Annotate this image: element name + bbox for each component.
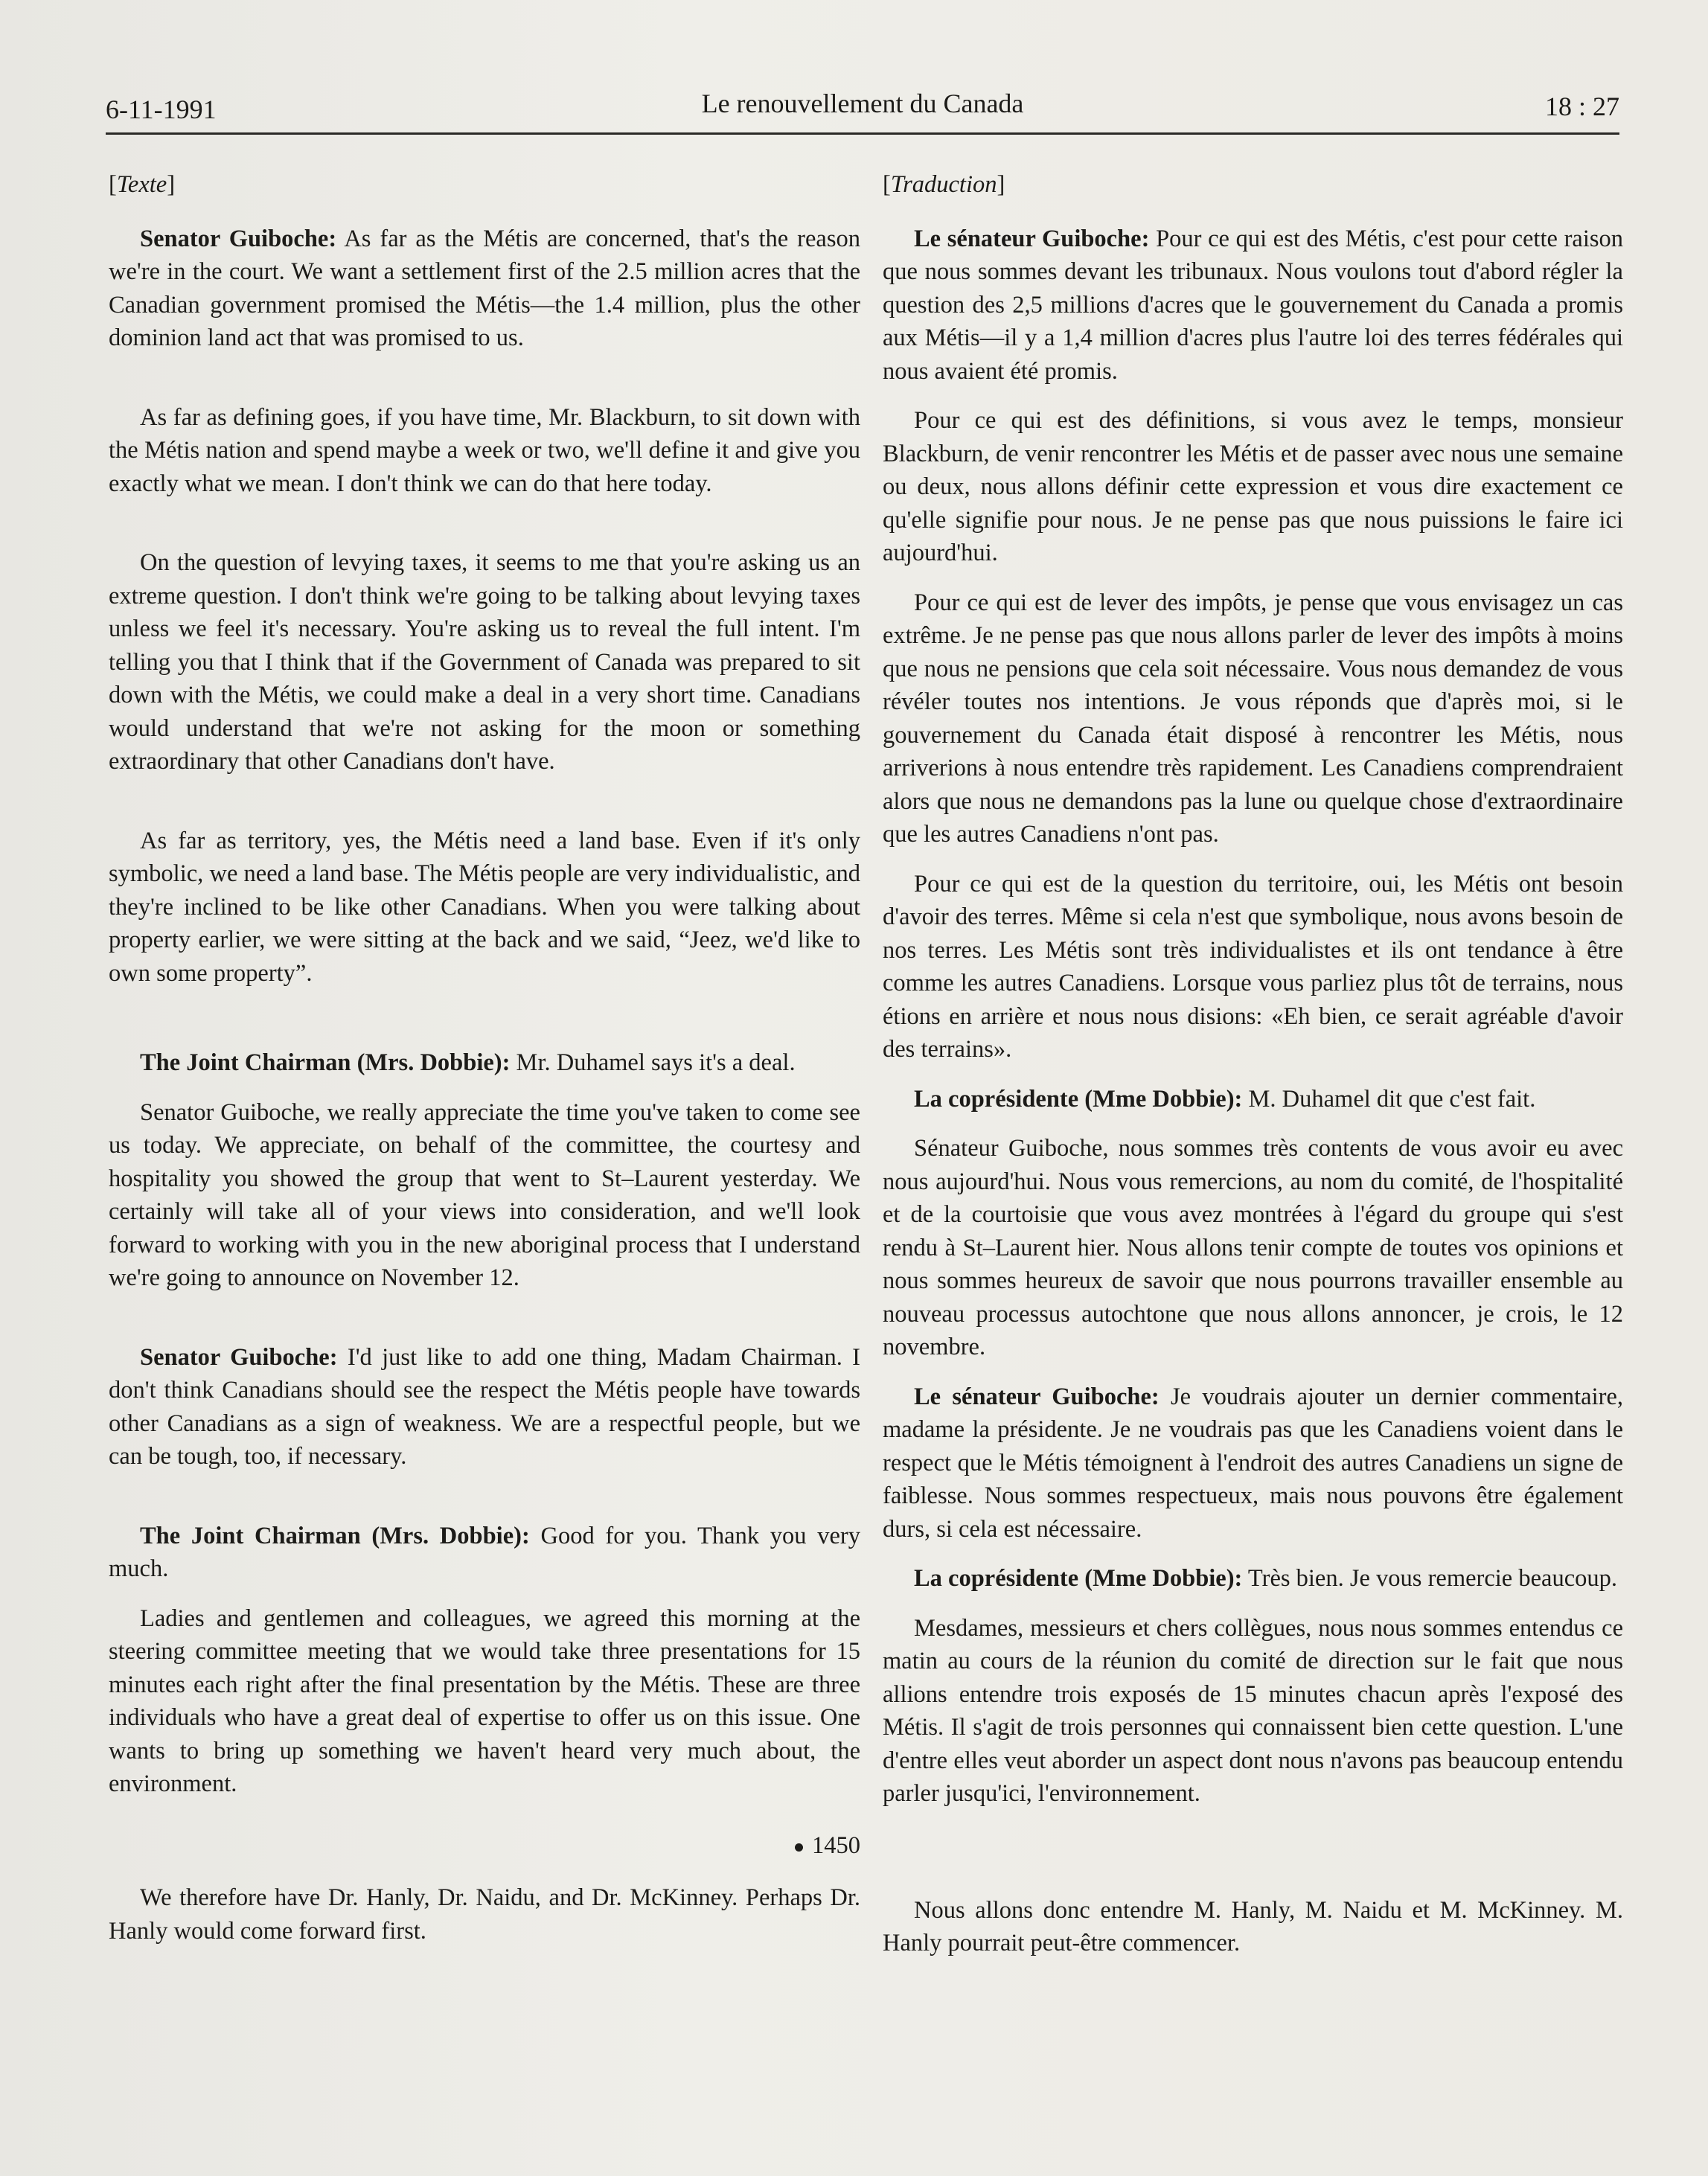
- paragraph: Le sénateur Guiboche: Je voudrais ajouter un dernier commentaire, madame la présidente. Je ne voudrais pas que les Canadiens voient dans le respect que le Métis témoignent à l'endroit des autres Canadiens un signe de faiblesse. Nous sommes respectueux, mais nous pouvons être également durs, si cela est nécessaire.: [883, 1383, 1623, 1543]
- speaker-label: La coprésidente (Mme Dobbie):: [914, 1085, 1243, 1113]
- speaker-label: The Joint Chairman (Mrs. Dobbie):: [140, 1049, 511, 1076]
- paragraph: Senator Guiboche: As far as the Métis are concerned, that's the reason we're in the court. We want a settlement first of the 2.5 million acres that the Canadian government promised the Métis—the 1.4 million, plus the other dominion land act that was promised to us.: [109, 225, 860, 351]
- paragraph: Ladies and gentlemen and colleagues, we agreed this morning at the steering committee meeting that we would take three presentations for 15 minutes each right after the final presentation by the Métis. These are three individuals who have a great deal of expertise to offer us on this issue. One wants to bring up something we haven't heard very much about, the environment.: [109, 1604, 860, 1797]
- paragraph: As far as defining goes, if you have time, Mr. Blackburn, to sit down with the Métis nation and spend maybe a week or two, we'll define it and give you exactly what we mean. I don't think we can do that here today.: [109, 403, 860, 497]
- paragraph: Pour ce qui est des définitions, si vous avez le temps, monsieur Blackburn, de venir rencontrer les Métis et de passer avec nous une semaine ou deux, nous allons définir cette expression et vous dire exactement ce qu'elle signifie pour nous. Je ne pense pas que nous puissions le faire ici aujourd'hui.: [883, 407, 1623, 566]
- bullet-icon: [795, 1843, 803, 1852]
- paragraph: We therefore have Dr. Hanly, Dr. Naidu, and Dr. McKinney. Perhaps Dr. Hanly would come forward first.: [109, 1884, 860, 1945]
- paragraph: La coprésidente (Mme Dobbie): M. Duhamel dit que c'est fait.: [914, 1085, 1536, 1113]
- paragraph: As far as territory, yes, the Métis need a land base. Even if it's only symbolic, we need a land base. The Métis people are very individualistic, and they're inclined to be like other Canadians. When you were talking about property earlier, we were sitting at the back and we said, “Jeez, we'd like to own some property”.: [109, 827, 860, 987]
- section-tag-english: [Texte]: [109, 171, 176, 198]
- header-page-number: 18 : 27: [1544, 92, 1619, 121]
- paragraph: The Joint Chairman (Mrs. Dobbie): Mr. Duhamel says it's a deal.: [140, 1049, 796, 1076]
- speaker-label: Senator Guiboche:: [140, 1343, 338, 1371]
- paragraph: Senator Guiboche, we really appreciate the time you've taken to come see us today. We appreciate, on behalf of the committee, the courtesy and hospitality you showed the group that went to St–Laurent yesterday. We certainly will take all of your views into consideration, and we'll look forward to working with you in the new aboriginal process that I understand we're going to announce on November 12.: [109, 1098, 860, 1291]
- header-date: 6-11-1991: [106, 95, 217, 124]
- paragraph: On the question of levying taxes, it seems to me that you're asking us an extreme question. I don't think we're going to be talking about levying taxes unless we feel it's necessary. You're asking us to reveal the full intent. I'm telling you that I think that if the Government of Canada was prepared to sit down with the Métis, we could make a deal in a very short time. Canadians would understand that we're not asking for the moon or something extraordinary that other Canadians don't have.: [109, 549, 860, 775]
- header-title: Le renouvellement du Canada: [701, 89, 1024, 118]
- paragraph: Mesdames, messieurs et chers collègues, nous nous sommes entendus ce matin au cours de la réunion du comité de direction sur le fait que nous allions entendre trois exposés de 15 minutes chacun après l'exposé des Métis. Il s'agit de trois personnes qui connaissent bien cette question. L'une d'entre elles veut aborder un aspect dont nous n'avons pas beaucoup entendu parler jusqu'ici, l'environnement.: [883, 1614, 1623, 1807]
- page-header: [106, 83, 1619, 135]
- paragraph: Pour ce qui est de lever des impôts, je pense que vous envisagez un cas extrême. Je ne pense pas que nous allons parler de lever des impôts à moins que nous ne pensions que cela soit nécessaire. Vous nous demandez de vous révéler toutes nos intentions. Je vous réponds que d'après moi, si le gouvernement du Canada était disposé à rencontrer les Métis, nous arriverions à nous entendre très rapidement. Les Canadiens comprendraient alors que nous ne demandons pas la lune ou quelque chose d'extraordinaire que les autres Canadiens n'ont pas.: [883, 589, 1623, 848]
- paragraph: La coprésidente (Mme Dobbie): Très bien. Je vous remercie beaucoup.: [914, 1565, 1617, 1592]
- french-column: [883, 168, 1623, 1990]
- paragraph: Le sénateur Guiboche: Pour ce qui est des Métis, c'est pour cette raison que nous sommes devant les tribunaux. Nous voulons tout d'abord régler la question des 2,5 millions d'acres que le gouvernement du Canada a promis aux Métis—il y a 1,4 million d'acres plus l'autre loi des terres fédérales qui nous avaient été promis.: [883, 225, 1623, 385]
- time-marker: 1450: [109, 1829, 860, 1863]
- paragraph: Pour ce qui est de la question du territoire, oui, les Métis ont besoin d'avoir des terres. Même si cela n'est que symbolique, nous avons besoin de nos terres. Les Métis sont très individualistes et ils ont tendance à être comme les autres Canadiens. Lorsque vous parliez plus tôt de terrains, nous étions en arrière et nous nous disions: «Eh bien, ce serait agréable d'avoir des terrains».: [883, 870, 1623, 1063]
- speaker-label: La coprésidente (Mme Dobbie):: [914, 1565, 1243, 1592]
- paragraph: Senator Guiboche: I'd just like to add one thing, Madam Chairman. I don't think Canadians should see the respect the Métis people have towards other Canadians as a sign of weakness. We are a respectful people, but we can be tough, too, if necessary.: [109, 1343, 860, 1470]
- paragraph: The Joint Chairman (Mrs. Dobbie): Good for you. Thank you very much.: [109, 1522, 860, 1582]
- english-column: [109, 168, 860, 1977]
- section-tag-french: [Traduction]: [883, 171, 1005, 198]
- paragraph: Sénateur Guiboche, nous sommes très contents de vous avoir eu avec nous aujourd'hui. Nous vous remercions, au nom du comité, de l'hospitalité et de la courtoisie que vous avez montrées à l'égard du groupe qui s'est rendu à St–Laurent hier. Nous allons tenir compte de toutes vos opinions et nous sommes heureux de savoir que nous pourrons travailler ensemble au nouveau processus autochtone que nous allons annoncer, je crois, le 12 novembre.: [883, 1135, 1623, 1360]
- speaker-label: Senator Guiboche:: [140, 225, 337, 252]
- speaker-label: Le sénateur Guiboche:: [914, 225, 1150, 252]
- speaker-label: Le sénateur Guiboche:: [914, 1383, 1160, 1410]
- speaker-label: The Joint Chairman (Mrs. Dobbie):: [140, 1522, 530, 1549]
- paragraph: Nous allons donc entendre M. Hanly, M. Naidu et M. McKinney. M. Hanly pourrait peut-être commencer.: [883, 1896, 1623, 1956]
